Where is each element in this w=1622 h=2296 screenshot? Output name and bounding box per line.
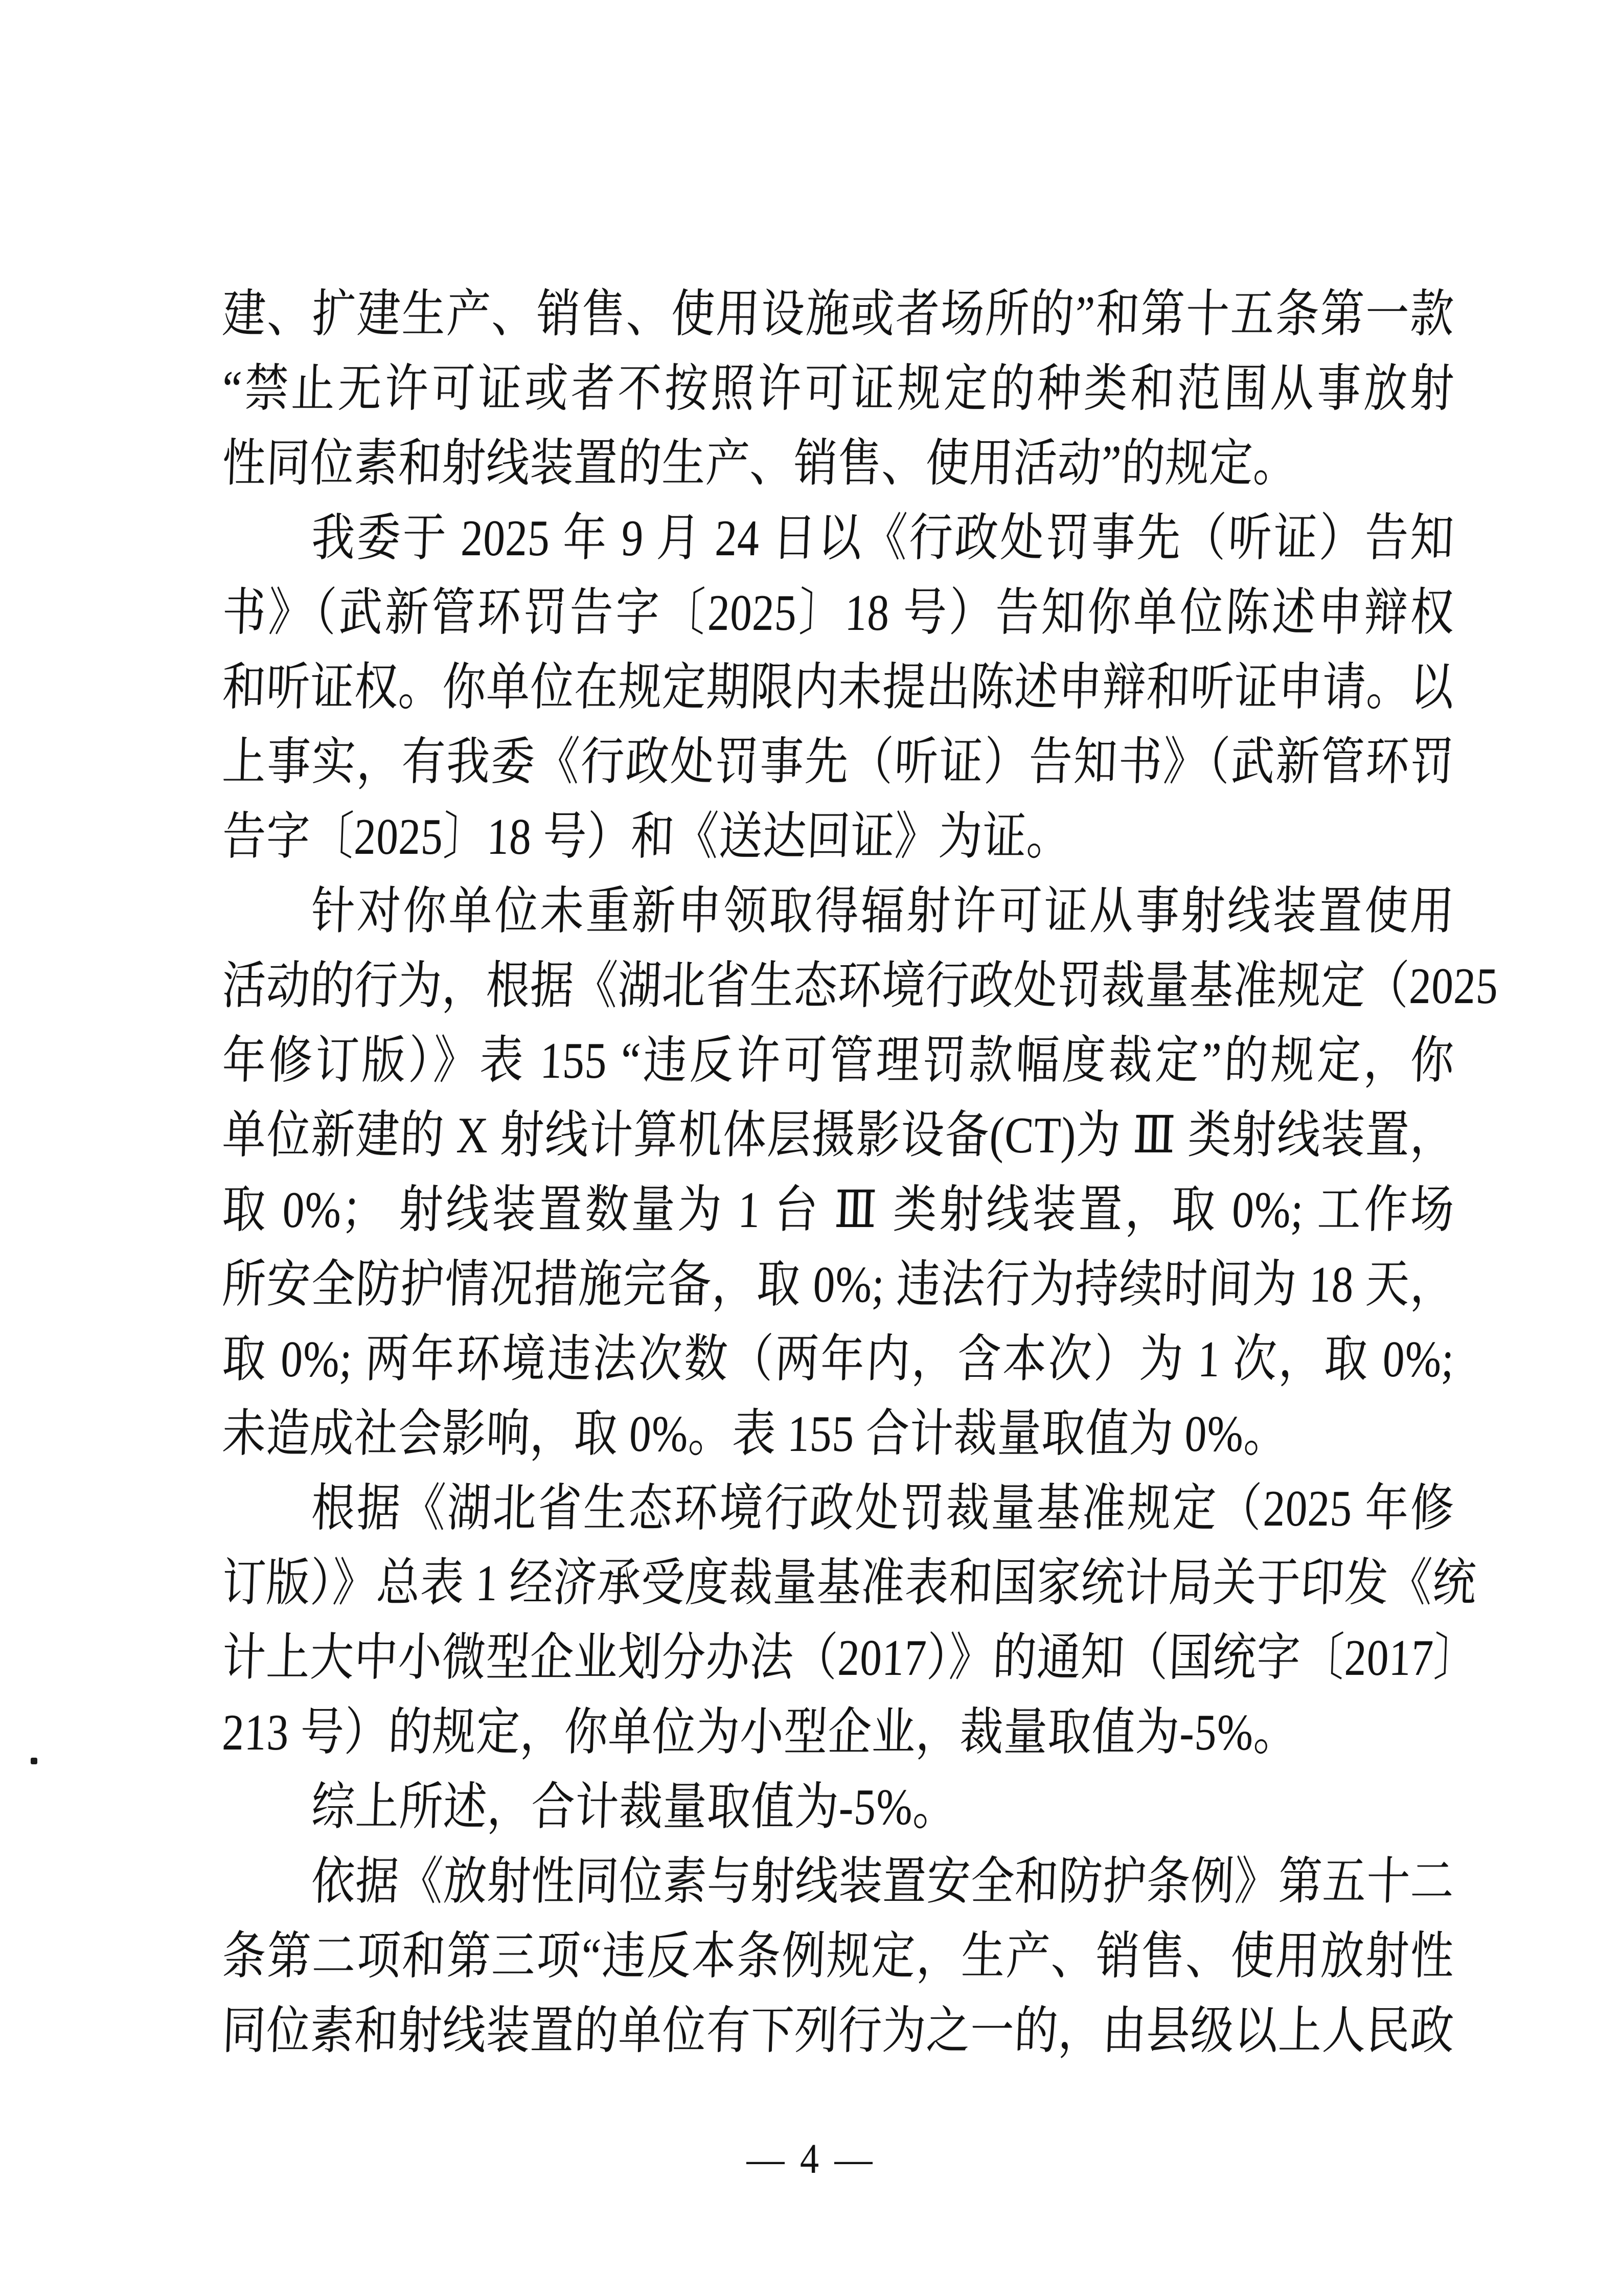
text-line: 和听证权。你单位在规定期限内未提出陈述申辩和听证申请。以 xyxy=(221,659,1456,716)
text-line: 建、扩建生产、销售、使用设施或者场所的”和第十五条第一款 xyxy=(221,286,1456,343)
text-line: 订版）》总表 1 经济承受度裁量基准表和国家统计局关于印发《统 xyxy=(221,1555,1478,1612)
text-line: 性同位素和射线装置的生产、销售、使用活动”的规定。 xyxy=(221,435,1298,492)
text-line: 所安全防护情况措施完备，取 0%; 违法行为持续时间为 18 天， xyxy=(221,1256,1456,1313)
scan-artifact-dot xyxy=(31,1758,37,1764)
text-line: 年修订版）》表 155 “违反许可管理罚款幅度裁定”的规定，你 xyxy=(221,1032,1456,1089)
text-line: 取 0%； 射线装置数量为 1 台 Ⅲ 类射线装置，取 0%; 工作场 xyxy=(221,1181,1456,1239)
text-line: 针对你单位未重新申领取得辐射许可证从事射线装置使用 xyxy=(310,883,1456,940)
text-line: 根据《湖北省生态环境行政处罚裁量基准规定（2025 年修 xyxy=(310,1480,1456,1537)
document-body xyxy=(221,277,1500,2068)
text-line: 书》（武新管环罚告字〔2025〕18 号）告知你单位陈述申辩权 xyxy=(221,584,1456,642)
text-line: 未造成社会影响，取 0%。表 155 合计裁量取值为 0%。 xyxy=(221,1405,1289,1463)
text-line: 取 0%; 两年环境违法次数（两年内，含本次）为 1 次，取 0%; xyxy=(221,1331,1456,1388)
page-number: — 4 — xyxy=(746,2135,876,2183)
text-line: 计上大中小微型企业划分办法（2017）》的通知（国统字〔2017〕 xyxy=(221,1629,1479,1687)
text-line: 综上所述，合计裁量取值为-5%。 xyxy=(310,1779,958,1836)
text-line: 依据《放射性同位素与射线装置安全和防护条例》第五十二 xyxy=(310,1853,1456,1911)
text-line: 活动的行为，根据《湖北省生态环境行政处罚裁量基准规定（2025 xyxy=(221,958,1500,1015)
text-line: 213 号）的规定，你单位为小型企业，裁量取值为-5%。 xyxy=(221,1704,1299,1761)
text-line: 我委于 2025 年 9 月 24 日以《行政处罚事先（听证）告知 xyxy=(310,510,1456,567)
text-line: 条第二项和第三项“违反本条例规定，生产、销售、使用放射性 xyxy=(221,1928,1456,1985)
text-line: 单位新建的 X 射线计算机体层摄影设备(CT)为 Ⅲ 类射线装置， xyxy=(221,1107,1456,1164)
text-line: “禁止无许可证或者不按照许可证规定的种类和范围从事放射 xyxy=(221,360,1456,418)
text-line: 上事实，有我委《行政处罚事先（听证）告知书》（武新管环罚 xyxy=(221,734,1456,791)
text-line: 同位素和射线装置的单位有下列行为之一的，由县级以上人民政 xyxy=(221,2003,1456,2060)
text-line: 告字〔2025〕18 号）和《送达回证》为证。 xyxy=(221,808,1072,866)
